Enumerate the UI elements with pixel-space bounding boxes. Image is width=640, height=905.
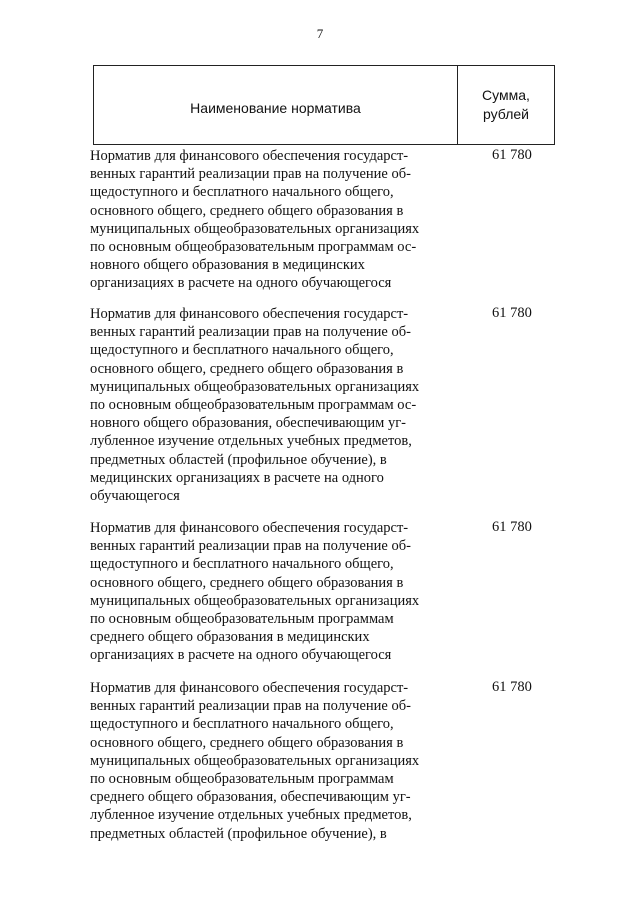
norm-text: Норматив для финансового обеспечения государст- венных гарантий реализации прав на получение об- щедоступного и бесплатного начального общего, основного общего, среднего общего образования в муниципальных общеобразовательных организациях по основным общеобразовательным программам среднего общего образования в медицинских организациях в расчете на одного обучающегося: [90, 520, 420, 664]
norm-sum: 61 780: [492, 679, 532, 695]
norm-sum: 61 780: [492, 305, 532, 321]
norm-text: Норматив для финансового обеспечения государст- венных гарантий реализации прав на получение об- щедоступного и бесплатного начального общего, основного общего, среднего общего образования в муниципальных общеобразовательных организациях по основным общеобразовательным программам среднего общего образования, обеспечивающим уг- лубленное изучение отдельных учебных предметов, предметных областей (профильное обучение), в: [90, 680, 420, 842]
norm-text: Норматив для финансового обеспечения государст- венных гарантий реализации прав на получение об- щедоступного и бесплатного начального общего, основного общего, среднего общего образования в муниципальных общеобразовательных организациях по основным общеобразовательным программам ос- новного общего образования, обеспечивающим уг- лубленное изучение отдельных учебных предметов, предметных областей (профильное обучение), в медицинских организациях в расчете на одного обучающегося: [90, 306, 420, 505]
norm-sum: 61 780: [492, 519, 532, 535]
header-sum-label: Сумма, рублей: [482, 87, 530, 122]
norm-sum: 61 780: [492, 147, 532, 163]
table-header: [93, 65, 555, 145]
header-name-column: Наименование норматива: [94, 66, 458, 144]
norm-text: Норматив для финансового обеспечения государст- венных гарантий реализации прав на получение об- щедоступного и бесплатного начального общего, основного общего, среднего общего образования в муниципальных общеобразовательных организациях по основным общеобразовательным программам ос- новного общего образования в медицинских организациях в расчете на одного обучающегося: [90, 148, 420, 292]
header-sum-column: [458, 66, 554, 144]
page-number: 7: [316, 26, 324, 41]
